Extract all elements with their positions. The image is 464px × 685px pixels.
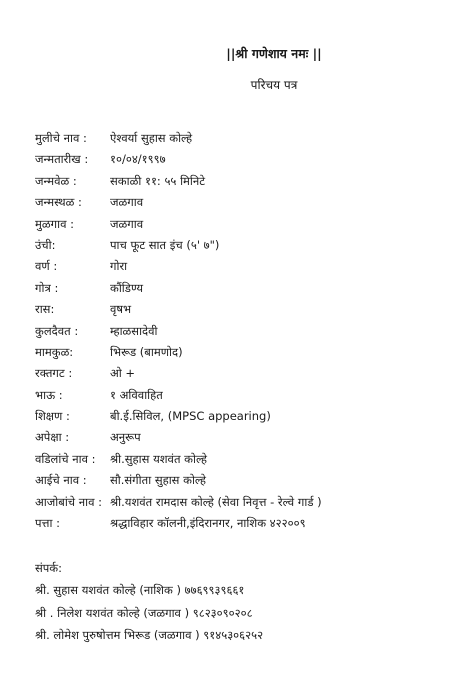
field-label: जन्मवेळ : — [35, 173, 77, 188]
field-row-kuldaivat — [35, 321, 455, 342]
field-value: अनुरूप — [110, 430, 141, 445]
field-label: वर्ण : — [35, 259, 58, 274]
field-label: जन्मस्थळ : — [35, 195, 82, 210]
field-value: वृषभ — [110, 302, 132, 317]
field-label: रक्तगट : — [35, 366, 73, 381]
field-value: गोरा — [110, 259, 128, 274]
field-row-gotra — [35, 278, 455, 299]
field-label: मुळगाव : — [35, 216, 74, 231]
field-value: जळगाव — [110, 216, 144, 231]
field-value: कौंडिण्य — [110, 280, 144, 295]
contact-section — [35, 557, 455, 647]
contact-line: श्री. सुहास यशवंत कोल्हे (नाशिक ) ७७६९९३९६६१ — [35, 583, 245, 597]
contact-line: श्री . निलेश यशवंत कोल्हे (जळगाव ) ९८२३०९०२०८ — [35, 605, 253, 620]
field-row-expectation — [35, 427, 455, 448]
field-value: ओ + — [110, 366, 136, 381]
field-row-blood-group — [35, 363, 455, 384]
contact-heading: संपर्क: — [35, 561, 63, 575]
field-value: सौ.संगीता सुहास कोल्हे — [110, 473, 206, 488]
field-value: भिरूड (बामणोद) — [110, 344, 183, 359]
field-row-birthplace — [35, 192, 455, 213]
field-row-complexion — [35, 256, 455, 277]
field-row-education — [35, 406, 455, 427]
field-row-name — [35, 128, 455, 149]
field-value: म्हाळसादेवी — [110, 323, 158, 338]
field-value: ऐश्वर्या सुहास कोल्हे — [110, 131, 193, 145]
field-row-native-place — [35, 214, 455, 235]
field-label: मामकुळ: — [35, 344, 74, 359]
field-value: सकाळी ११: ५५ मिनिटे — [110, 173, 206, 188]
contact-line: श्री. लोमेश पुरुषोत्तम भिरूड (जळगाव ) ९१४५३०६२५२ — [35, 628, 264, 642]
field-value: १०/०४/१९९७ — [110, 152, 166, 167]
field-label: उंची: — [35, 237, 56, 252]
field-value: पाच फूट सात इंच (५' ७") — [110, 237, 220, 252]
field-value: श्रद्धाविहार कॉलनी,इंदिरानगर, नाशिक ४२२००९ — [110, 516, 306, 531]
field-label: आईचे नाव : — [35, 473, 87, 488]
field-label: पत्ता : — [35, 516, 60, 531]
field-label: गोत्र : — [35, 280, 59, 295]
field-value: श्री.यशवंत रामदास कोल्हे (सेवा निवृत्त - रेल्वे गार्ड ) — [110, 494, 322, 509]
field-row-grandfather — [35, 492, 455, 513]
field-label: आजोबांचे नाव : — [35, 494, 103, 509]
field-label: वडिलांचे नाव : — [35, 451, 96, 466]
details-list — [35, 128, 455, 534]
field-label: कुलदैवत : — [35, 323, 79, 338]
field-row-birthdate — [35, 149, 455, 170]
document-title: परिचय पत्र — [250, 78, 298, 92]
field-label: मुलीचे नाव : — [35, 131, 87, 145]
field-value: जळगाव — [110, 195, 144, 210]
field-value: बी.ई.सिविल, (MPSC appearing) — [110, 409, 271, 424]
field-row-brother — [35, 385, 455, 406]
field-label: शिक्षण : — [35, 409, 70, 424]
field-row-rashi — [35, 299, 455, 320]
field-row-birthtime — [35, 171, 455, 192]
invocation-heading: ||श्री गणेशाय नमः || — [226, 46, 322, 61]
field-row-mamkul — [35, 342, 455, 363]
field-row-height — [35, 235, 455, 256]
field-row-address — [35, 513, 455, 534]
field-value: १ अविवाहित — [110, 387, 163, 402]
field-label: भाऊ : — [35, 387, 63, 402]
field-value: श्री.सुहास यशवंत कोल्हे — [110, 451, 208, 466]
field-label: रास: — [35, 302, 55, 317]
field-label: अपेक्षा : — [35, 430, 70, 445]
field-label: जन्मतारीख : — [35, 152, 89, 167]
field-row-father — [35, 449, 455, 470]
field-row-mother — [35, 470, 455, 491]
